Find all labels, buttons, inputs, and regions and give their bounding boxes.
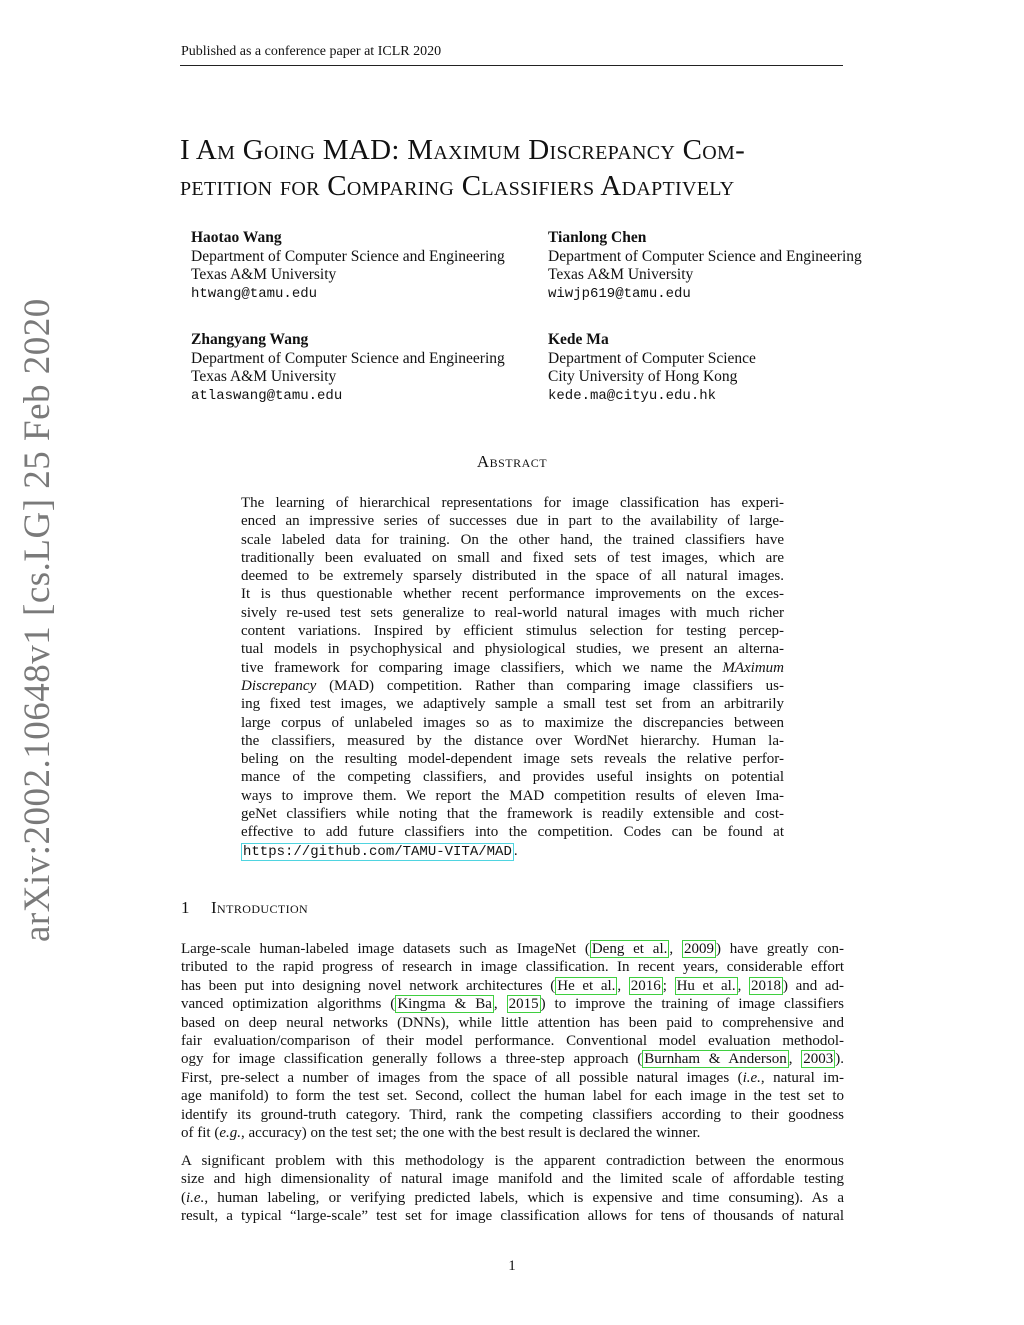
body-line bbox=[181, 1124, 844, 1142]
author-inst: Texas A&M University bbox=[548, 266, 694, 283]
author-name: Kede Ma bbox=[548, 331, 609, 348]
abstract-line: scale labeled data for training. On the other hand, the trained classifiers have bbox=[241, 531, 784, 548]
author-dept: Department of Computer Science and Engineering bbox=[191, 349, 505, 367]
abstract-line: beling on the resulting model-dependent image sets reveals the relative perfor- bbox=[241, 751, 784, 768]
author-name: Zhangyang Wang bbox=[191, 331, 309, 348]
abstract-line: traditionally been evaluated on small and fixed sets of test images, which are bbox=[241, 549, 784, 566]
body-line: age manifold) to form the test set. Second, collect the human label for each image in the test set to bbox=[181, 1088, 844, 1105]
abstract-line: sively re-used test sets generalize to real-world natural images with much richer bbox=[241, 604, 784, 621]
abstract-line: large corpus of unlabeled images so as to maximize the discrepancies between bbox=[241, 714, 784, 731]
abstract-line: content variations. Inspired by efficient stimulus selection for testing percep- bbox=[241, 623, 784, 640]
abstract-line bbox=[241, 677, 784, 695]
body-text: vanced optimization algorithms ( bbox=[181, 996, 396, 1013]
body-text: ) have greatly con- bbox=[715, 941, 845, 957]
author-block bbox=[191, 229, 505, 303]
citation-link[interactable]: Kingma & Ba bbox=[397, 996, 492, 1013]
intro-paragraph-2 bbox=[181, 1152, 844, 1226]
author-email[interactable]: atlaswang@tamu.edu bbox=[191, 387, 343, 404]
body-line: result, a typical “large-scale” test set for image classification allows for tens of thousands of natural bbox=[181, 1208, 844, 1225]
body-line: ogy for image classification generally follows a three-step approach ( Burnham & Anderson , 2003 ). bbox=[181, 1051, 844, 1068]
abstract-line bbox=[241, 659, 784, 677]
author-inst: Texas A&M University bbox=[191, 266, 337, 283]
abstract-line: effective to add future classifiers into the competition. Codes can be found at bbox=[241, 824, 784, 841]
italic-abbrev: i.e. bbox=[186, 1189, 205, 1206]
citation-link[interactable]: 2003 bbox=[803, 1051, 834, 1068]
abstract-text: (MAD) competition. Rather than comparing image classifiers us- bbox=[329, 677, 785, 694]
section-number: 1 bbox=[181, 898, 190, 917]
body-text: First, pre-select a number of images from the space of all possible natural images ( bbox=[181, 1069, 743, 1086]
abstract-heading: Abstract bbox=[476, 452, 548, 471]
body-line: size and high dimensionality of natural image manifold and the limited scale of affordable testing bbox=[181, 1171, 844, 1188]
conference-header: Published as a conference paper at ICLR 2020 bbox=[181, 44, 442, 59]
italic-abbrev: e.g. bbox=[219, 1125, 241, 1142]
author-name: Tianlong Chen bbox=[548, 229, 647, 246]
citation-link[interactable]: 2015 bbox=[508, 996, 539, 1013]
author-email[interactable]: htwang@tamu.edu bbox=[191, 285, 318, 302]
body-text: ). bbox=[835, 1051, 844, 1068]
author-name: Haotao Wang bbox=[191, 229, 282, 246]
intro-paragraph-1 bbox=[181, 940, 844, 1142]
header-rule bbox=[180, 65, 843, 66]
title-line-1: I Am Going MAD: Maximum Discrepancy Com- bbox=[180, 134, 746, 166]
abstract-line: geNet classifiers while noting that the framework is readily extensible and cost- bbox=[241, 806, 784, 823]
abstract-line: ing fixed test images, we adaptively sample a small test set from an arbitrarily bbox=[241, 696, 784, 713]
citation-link[interactable]: 2018 bbox=[750, 977, 781, 994]
body-text: ( bbox=[181, 1189, 186, 1206]
title-line-2: petition for Comparing Classifiers Adaptively bbox=[180, 170, 735, 202]
body-line: vanced optimization algorithms ( Kingma & Ba , 2015 ) to improve the training of image classifiers bbox=[181, 996, 844, 1013]
body-text: , accuracy) on the test set; the one with the best result is declared the winner. bbox=[241, 1125, 701, 1142]
citation-link[interactable]: He et al. bbox=[557, 977, 616, 994]
section-title: Introduction bbox=[211, 898, 309, 917]
body-line: Large-scale human-labeled image datasets such as ImageNet ( Deng et al. , 2009 ) have greatly con- bbox=[181, 941, 845, 957]
body-text: , human labeling, or verifying predicted labels, which is expensive and time consuming). As a bbox=[204, 1189, 844, 1206]
body-text: , natural im- bbox=[760, 1069, 845, 1086]
abstract-line: tual models in psychophysical and physiological studies, we present an alterna- bbox=[241, 641, 784, 658]
code-url-link[interactable]: https://github.com/TAMU-VITA/MAD bbox=[243, 843, 512, 860]
body-line: has been put into designing novel network architectures ( He et al. , 2016 ; Hu et al. , 2018 ) and ad- bbox=[181, 977, 845, 994]
author-inst: Texas A&M University bbox=[191, 368, 337, 385]
section-heading bbox=[181, 898, 308, 918]
author-dept: Department of Computer Science and Engineering bbox=[548, 247, 862, 265]
abstract-line: the classifiers, measured by the distance over WordNet hierarchy. Human la- bbox=[241, 732, 784, 749]
abstract-text: tive framework for comparing image classifiers, which we name the bbox=[241, 659, 712, 676]
body-line: fair evaluation/comparison of their model performance. Conventional model evaluation methodol- bbox=[181, 1033, 844, 1050]
body-line: tributed to the rapid progress of research in image classification. In recent years, considerable effort bbox=[181, 959, 844, 976]
abstract-line: ways to improve them. We report the MAD competition results of eleven Ima- bbox=[241, 787, 784, 804]
abstract-line: mance of the competing classifiers, and provides useful insights on potential bbox=[241, 769, 784, 786]
body-line: based on deep neural networks (DNNs), while little attention has been paid to comprehensive and bbox=[181, 1014, 844, 1031]
author-email[interactable]: wiwjp619@tamu.edu bbox=[548, 285, 691, 302]
abstract-italic-term: MAximum bbox=[722, 659, 784, 676]
page-number: 1 bbox=[508, 1258, 516, 1274]
abstract-line: The learning of hierarchical representations for image classification has experi- bbox=[241, 495, 784, 511]
author-dept: Department of Computer Science and Engineering bbox=[191, 247, 505, 265]
body-text: ) to improve the training of image classifiers bbox=[540, 996, 844, 1013]
body-line: identify its ground-truth category. Third, rank the competing classifiers according to their goodness bbox=[181, 1106, 844, 1123]
body-line bbox=[181, 1189, 844, 1207]
author-block bbox=[548, 331, 756, 405]
body-text: has been put into designing novel network architectures ( bbox=[181, 977, 556, 994]
abstract-line: deemed to be extremely sparsely distributed in the space of all natural images. bbox=[241, 568, 784, 585]
citation-link[interactable]: 2016 bbox=[630, 977, 661, 994]
author-block bbox=[191, 331, 505, 405]
body-text: ) and ad- bbox=[782, 977, 845, 994]
citation-link[interactable]: Hu et al. bbox=[676, 977, 736, 994]
author-dept: Department of Computer Science bbox=[548, 349, 756, 367]
body-text: Large-scale human-labeled image datasets such as ImageNet ( bbox=[181, 941, 590, 957]
body-text: ogy for image classification generally follows a three-step approach ( bbox=[181, 1051, 643, 1068]
italic-abbrev: i.e. bbox=[742, 1069, 761, 1086]
abstract-line: It is thus questionable whether recent performance improvements on the exces- bbox=[241, 586, 784, 603]
arxiv-identifier-stamp: arXiv:2002.10648v1 [cs.LG] 25 Feb 2020 bbox=[17, 298, 58, 942]
author-block bbox=[548, 229, 862, 303]
citation-link[interactable]: 2009 bbox=[683, 941, 714, 957]
body-line bbox=[181, 1069, 844, 1087]
abstract-line: https://github.com/TAMU-VITA/MAD . bbox=[243, 842, 518, 860]
citation-link[interactable]: Deng et al. bbox=[591, 941, 668, 957]
abstract-line: enced an impressive series of successes due in part to the availability of large- bbox=[241, 513, 784, 530]
author-inst: City University of Hong Kong bbox=[548, 368, 738, 385]
abstract-italic-term: Discrepancy bbox=[241, 677, 317, 694]
author-email[interactable]: kede.ma@cityu.edu.hk bbox=[548, 387, 717, 404]
citation-link[interactable]: Burnham & Anderson bbox=[644, 1051, 787, 1068]
body-text: of fit ( bbox=[181, 1125, 220, 1142]
abstract-body bbox=[241, 494, 784, 861]
body-line: A significant problem with this methodology is the apparent contradiction between the enormous bbox=[181, 1153, 844, 1169]
paper-title bbox=[180, 132, 850, 204]
